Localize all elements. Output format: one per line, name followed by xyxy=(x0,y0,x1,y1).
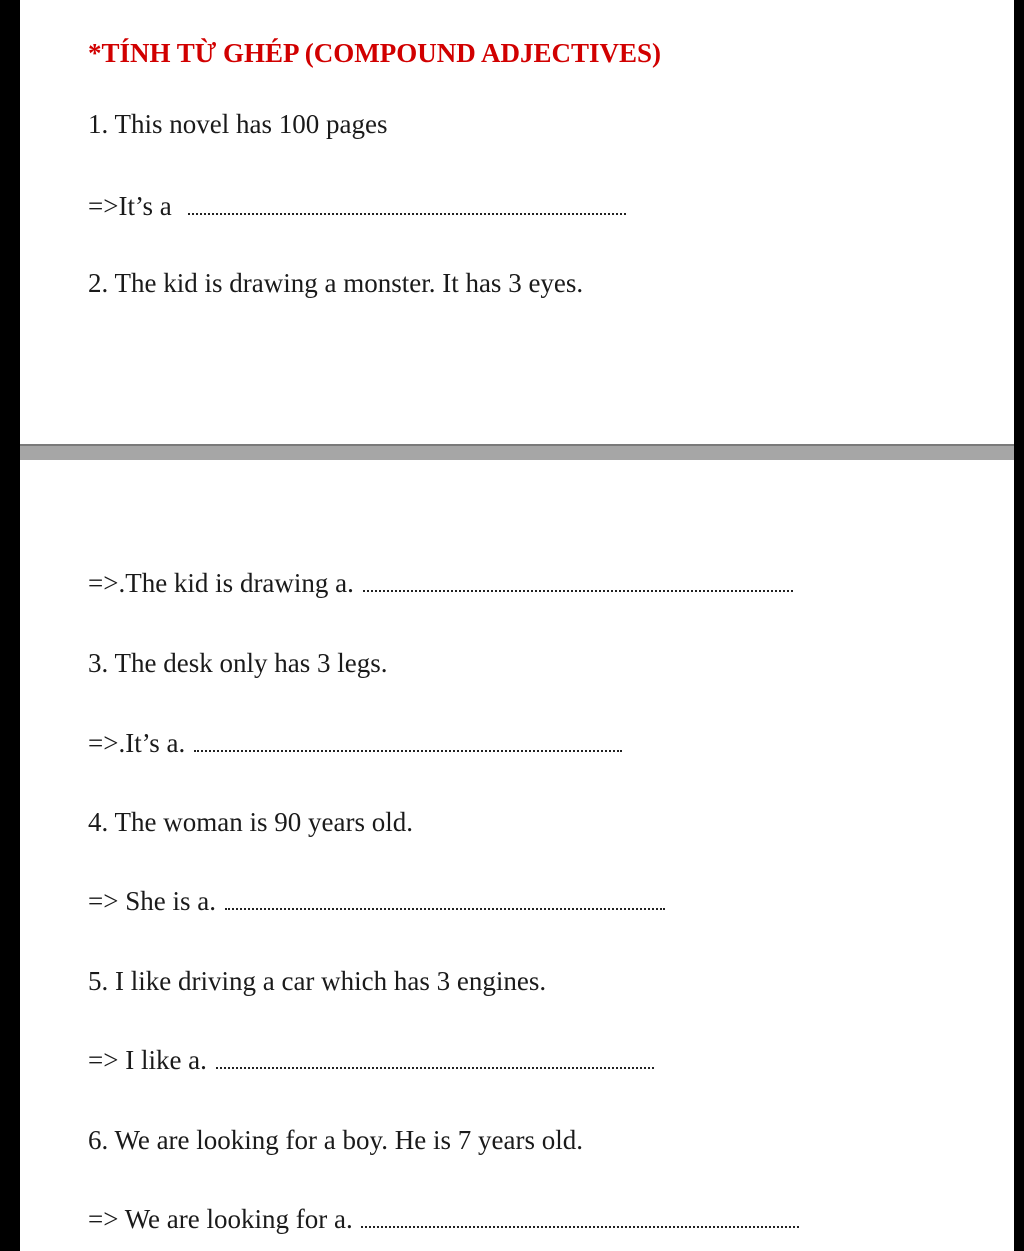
answer-line-5 xyxy=(88,1047,654,1074)
answer-prompt-2: =>.The kid is drawing a. xyxy=(88,568,354,598)
answer-blank-1[interactable] xyxy=(188,211,626,215)
answer-prompt-3: =>.It’s a. xyxy=(88,728,186,758)
answer-blank-3[interactable] xyxy=(194,748,622,752)
worksheet-title: *TÍNH TỪ GHÉP (COMPOUND ADJECTIVES) xyxy=(88,38,662,68)
document-page-1 xyxy=(20,0,1014,444)
answer-blank-6[interactable] xyxy=(361,1224,799,1228)
document-page-2 xyxy=(20,460,1014,1251)
answer-line-2 xyxy=(88,570,793,597)
answer-prompt-5: => I like a. xyxy=(88,1045,207,1075)
question-5: 5. I like driving a car which has 3 engines. xyxy=(88,966,547,996)
question-1: 1. This novel has 100 pages xyxy=(88,109,388,139)
answer-blank-5[interactable] xyxy=(216,1065,654,1069)
page-separator xyxy=(20,444,1014,460)
answer-prompt-6: => We are looking for a. xyxy=(88,1204,353,1234)
question-6: 6. We are looking for a boy. He is 7 years old. xyxy=(88,1125,583,1155)
answer-line-4 xyxy=(88,888,665,915)
question-2: 2. The kid is drawing a monster. It has 3 eyes. xyxy=(88,268,584,298)
answer-line-1 xyxy=(88,193,626,220)
answer-blank-4[interactable] xyxy=(225,906,665,910)
question-3: 3. The desk only has 3 legs. xyxy=(88,648,388,678)
question-4: 4. The woman is 90 years old. xyxy=(88,807,413,837)
answer-line-3 xyxy=(88,730,622,757)
answer-blank-2[interactable] xyxy=(363,588,793,592)
answer-line-6 xyxy=(88,1206,799,1233)
answer-prompt-4: => She is a. xyxy=(88,886,216,916)
answer-prompt-1: =>It’s a xyxy=(88,191,172,221)
